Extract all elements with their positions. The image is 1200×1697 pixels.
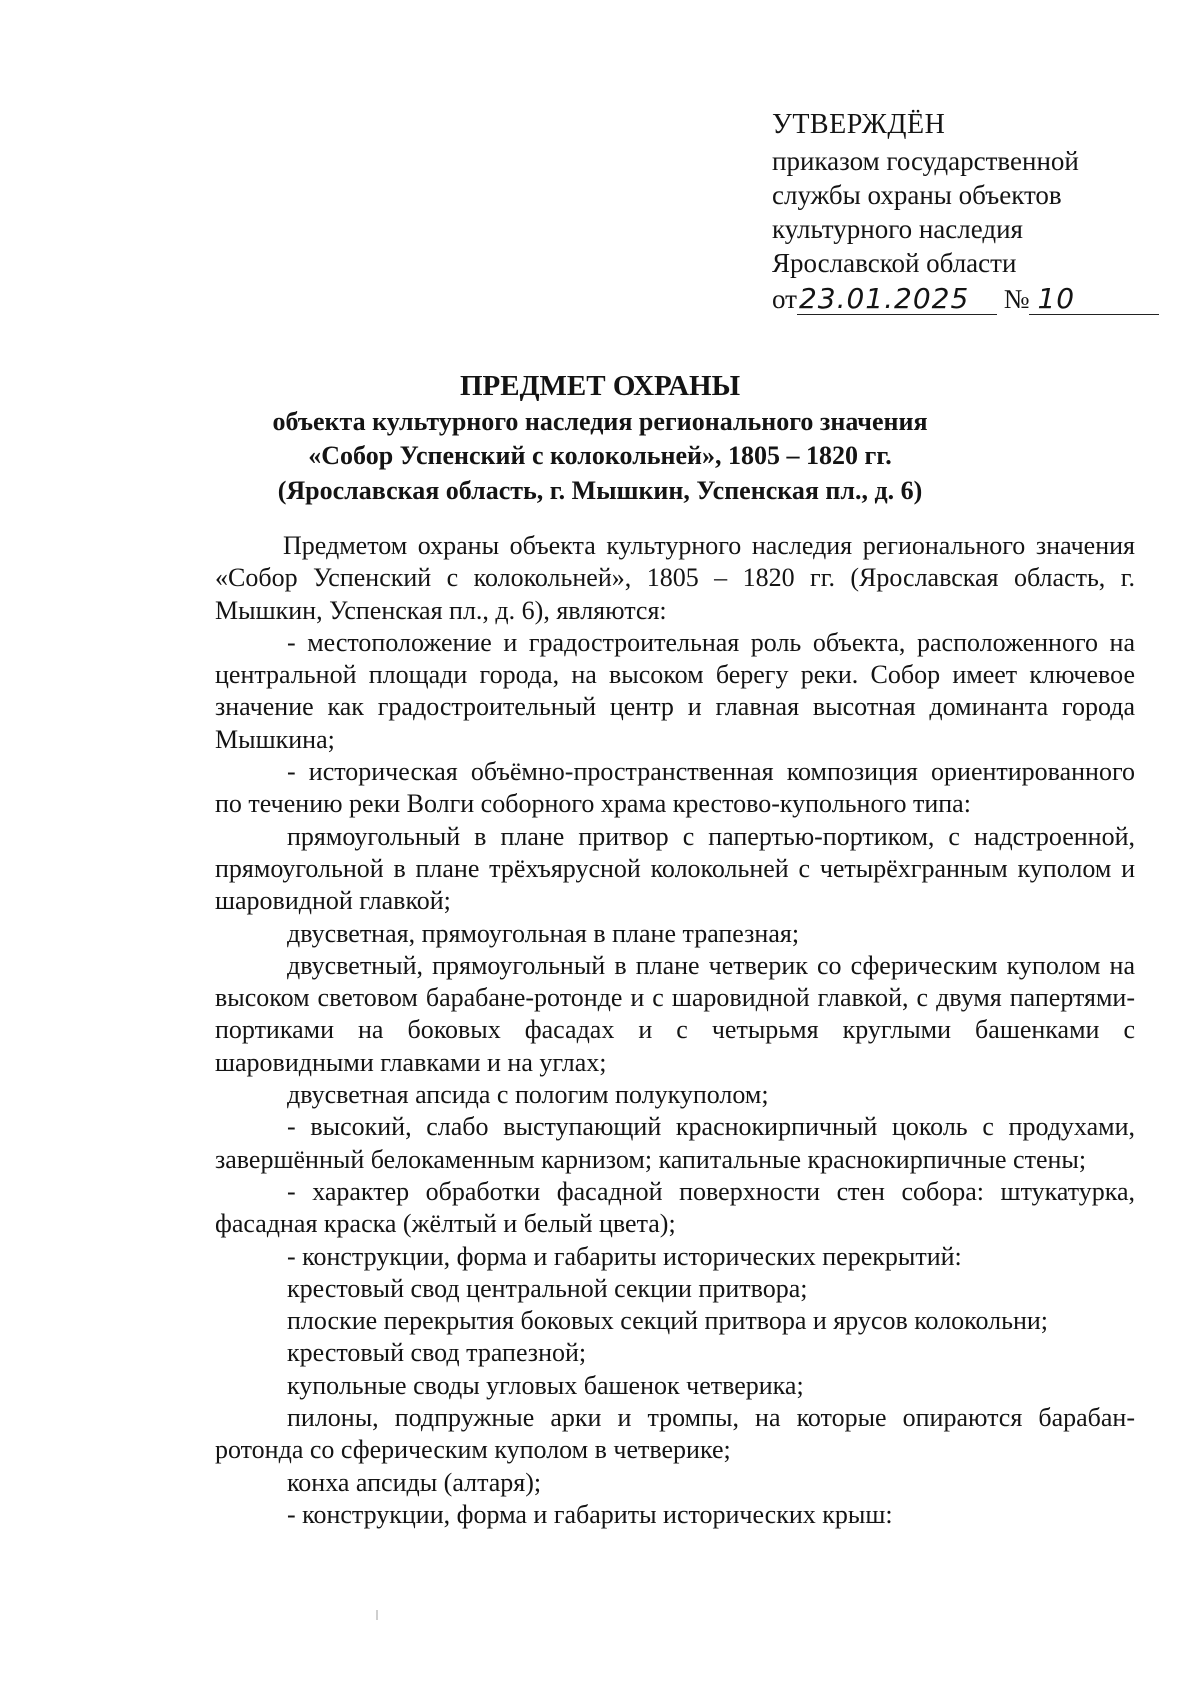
paragraph-intro: Предметом охраны объекта культурного наследия регионального значения «Собор Успенский с колокольней», 1805 – 1820 гг. (Ярославская область, г. Мышкин, Успенская пл., д. 6), являются: — [215, 531, 1135, 625]
title-address: (Ярославская область, г. Мышкин, Успенская пл., д. 6) — [277, 476, 923, 505]
paragraph-ceilings-heading: - конструкции, форма и габариты исторических перекрытий: — [287, 1241, 962, 1271]
handwritten-number: 10 — [1029, 284, 1159, 315]
title-object-name: «Собор Успенский с колокольней», 1805 – 1820 гг. — [308, 441, 892, 470]
approval-block — [772, 108, 1132, 318]
date-prefix: от — [772, 284, 797, 314]
approval-line-3: культурного наследия — [772, 214, 1023, 244]
order-date-number-line — [772, 282, 1132, 318]
number-prefix: № — [1003, 284, 1030, 314]
paragraph-facade-finish: - характер обработки фасадной поверхности стен собора: штукатурка, фасадная краска (жёлтый и белый цвета); — [215, 1176, 1135, 1239]
paragraph-refectory-vault: крестовый свод трапезной; — [287, 1338, 587, 1368]
paragraph-roofs-heading: - конструкции, форма и габариты исторических крыш: — [287, 1499, 893, 1529]
paragraph-plinth: - высокий, слабо выступающий краснокирпичный цоколь с продухами, завершённый белокаменным карнизом; капитальные краснокирпичные стены; — [215, 1112, 1135, 1174]
approval-heading: УТВЕРЖДЁН — [772, 109, 946, 140]
paragraph-composition: - историческая объёмно-пространственная композиция ориентированного по течению реки Волги соборного храма крестово-купольного типа: — [215, 757, 1135, 819]
paragraph-pylons: пилоны, подпружные арки и тромпы, на которые опираются барабан-ротонда со сферическим куполом в четверике; — [215, 1403, 1135, 1465]
approval-line-1: приказом государственной — [772, 146, 1079, 176]
paragraph-conch: конха апсиды (алтаря); — [287, 1467, 542, 1497]
title-heading: ПРЕДМЕТ ОХРАНЫ — [459, 370, 741, 402]
paragraph-refectory: двусветная, прямоугольная в плане трапезная; — [287, 918, 800, 948]
document-title-block — [210, 367, 990, 509]
paragraph-narthex: прямоугольный в плане притвор с папертью-портиком, с надстроенной, прямоугольной в плане трёхъярусной колокольней с четырёхгранным куполом и шаровидной главкой; — [215, 821, 1135, 916]
approval-line-4: Ярославской области — [772, 248, 1017, 278]
approval-line-2: службы охраны объектов — [772, 180, 1062, 210]
paragraph-apse: двусветная апсида с пологим полукуполом; — [287, 1080, 769, 1110]
document-body — [215, 530, 1135, 1531]
paragraph-flat-ceilings: плоские перекрытия боковых секций притвора и ярусов колокольни; — [287, 1306, 1049, 1336]
handwritten-date: 23.01.2025 — [797, 284, 997, 315]
paragraph-location: - местоположение и градостроительная роль объекта, расположенного на центральной площади города, на высоком берегу реки. Собор имеет ключевое значение как градостроительный центр и главная высотная доминанта города Мышкина; — [215, 627, 1135, 754]
paragraph-chetverik: двусветный, прямоугольный в плане четверик со сферическим куполом на высоком световом барабане-ротонде и с шаровидной главкой, с двумя папертями-портиками на боковых фасадах и с четырьмя круглыми башенками с шаровидными главками и на углах; — [215, 950, 1135, 1077]
paragraph-tower-domes: купольные своды угловых башенок четверика; — [287, 1370, 804, 1400]
scan-artifact — [376, 1610, 378, 1620]
title-subheading: объекта культурного наследия регионального значения — [272, 407, 928, 436]
paragraph-narthex-vault: крестовый свод центральной секции притвора; — [287, 1273, 808, 1303]
